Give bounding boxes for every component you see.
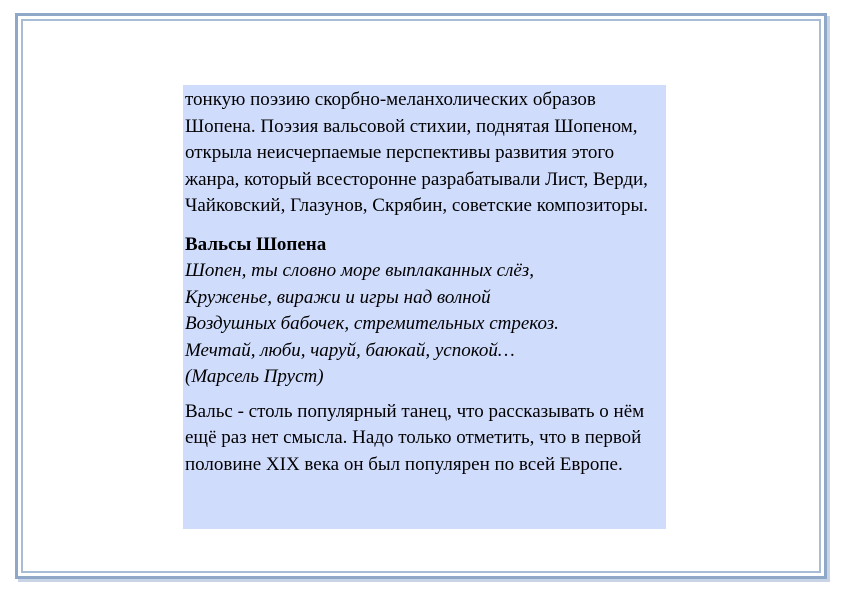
waltz-paragraph: Вальс - столь популярный танец, что рассказывать о нём ещё раз нет смысла. Надо только отметить, что в первой половине XIX века он был популярен по всей Европе. bbox=[185, 400, 645, 475]
poem-attribution: (Марсель Пруст) bbox=[185, 366, 324, 387]
poem bbox=[185, 258, 664, 391]
poem-line: Шопен, ты словно море выплаканных слёз, bbox=[185, 260, 534, 281]
text-box bbox=[183, 85, 666, 529]
poem-line: Мечтай, люби, чаруй, баюкай, успокой… bbox=[185, 339, 515, 361]
frame-shadow-bottom bbox=[18, 579, 830, 582]
poem-line: Круженье, виражи и игры над волной bbox=[185, 286, 491, 308]
poem-line: Воздушных бабочек, стремительных стрекоз. bbox=[185, 313, 559, 334]
frame-shadow-right bbox=[827, 16, 830, 582]
section-heading: Вальсы Шопена bbox=[185, 233, 327, 255]
intro-paragraph: тонкую поэзию скорбно-меланхолических образов Шопена. Поэзия вальсовой стихии, поднятая Шопеном, открыла неисчерпаемые перспективы развития этого жанра, который всесторонне разрабатывали Лист, Верди, Чайковский, Глазунов, Скрябин, советские композиторы. bbox=[185, 89, 649, 216]
